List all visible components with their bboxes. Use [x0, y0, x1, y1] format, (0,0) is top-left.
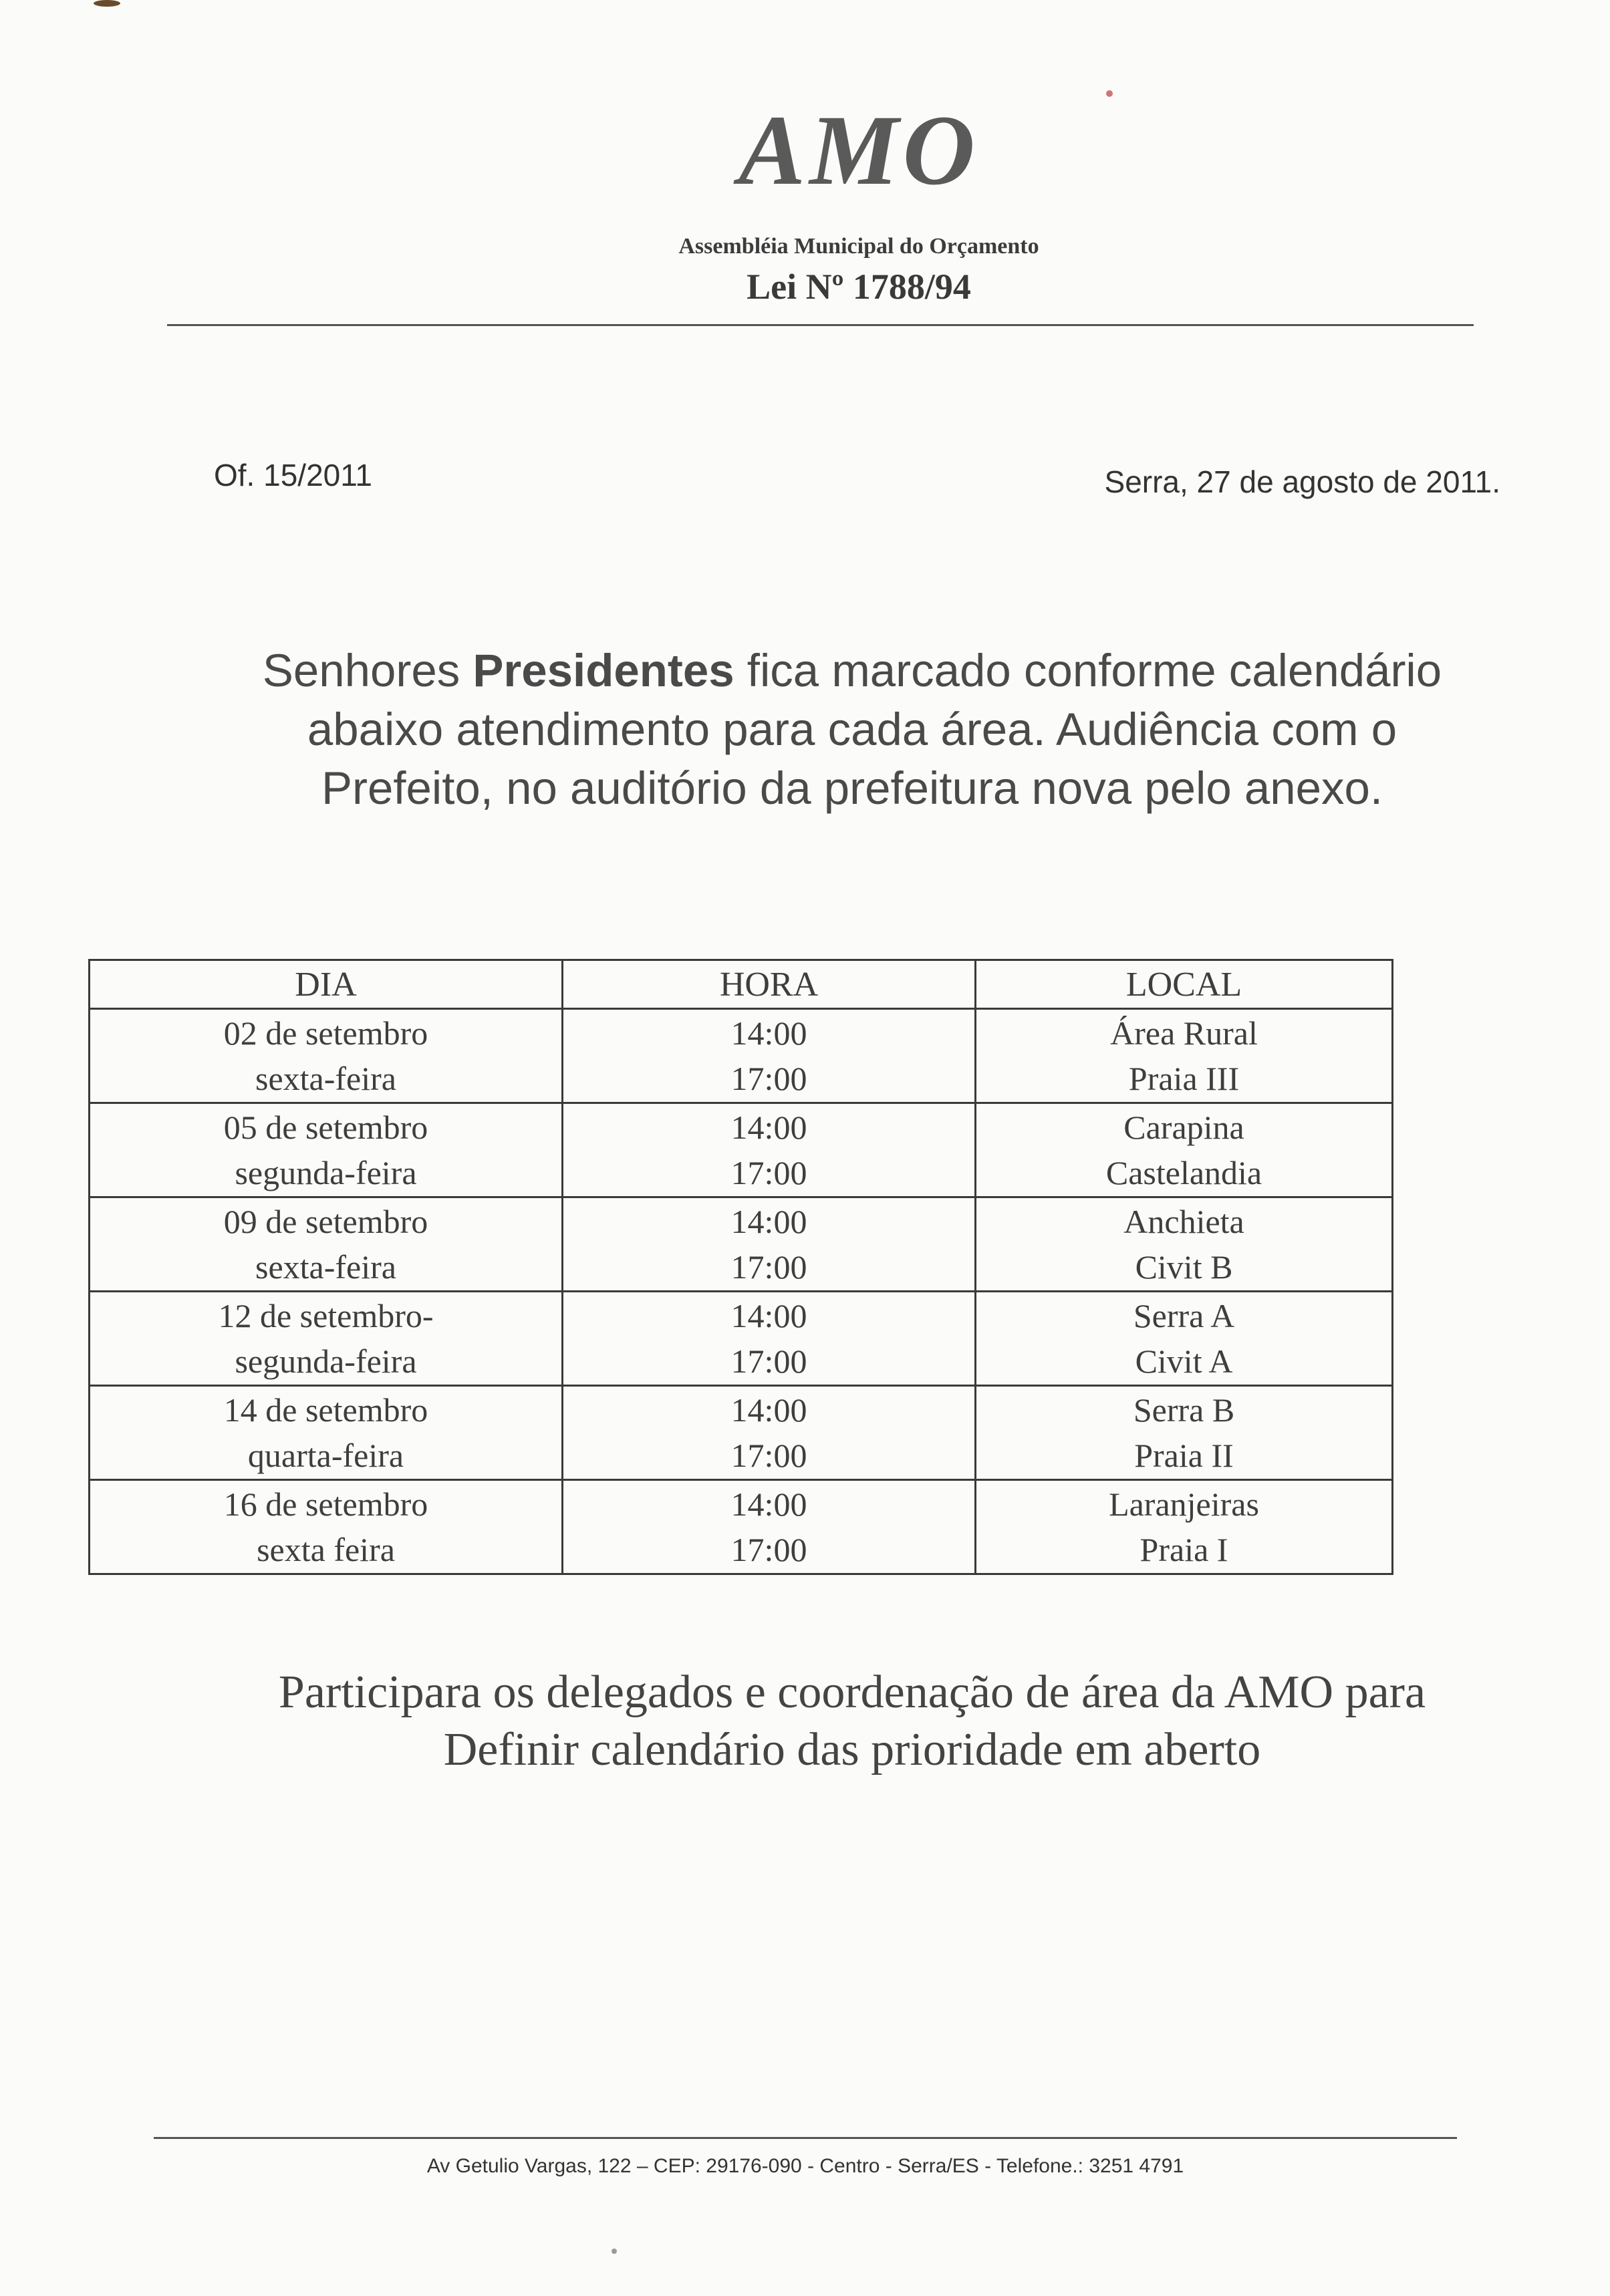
time-cell: [563, 1103, 976, 1197]
time: 17:00: [730, 1154, 807, 1191]
table-row: [90, 1386, 1393, 1480]
local-cell: [976, 1386, 1393, 1480]
intro-line-1-rest: fica marcado conforme calendário: [734, 645, 1442, 696]
law-number: Lei Nº 1788/94: [747, 267, 971, 307]
time-cell: [563, 1009, 976, 1103]
local-cell: [976, 1103, 1393, 1197]
intro-line-3: Prefeito, no auditório da prefeitura nova pelo anexo.: [321, 762, 1383, 814]
date: 14 de setembro: [223, 1391, 428, 1429]
footer-address: Av Getulio Vargas, 122 – CEP: 29176-090 - Centro - Serra/ES - Telefone.: 3251 4791: [426, 2155, 1184, 2177]
scan-speck: [94, 0, 120, 7]
scan-speck: [1106, 90, 1113, 97]
intro-line-2: abaixo atendimento para cada área. Audiência com o: [307, 704, 1397, 755]
table-row: [90, 1292, 1393, 1386]
day-cell: [90, 1386, 563, 1480]
day-cell: [90, 1197, 563, 1292]
intro-prefix: Senhores: [262, 645, 473, 696]
local-cell: [976, 1292, 1393, 1386]
time: 14:00: [730, 1109, 807, 1146]
local: Serra B: [1133, 1391, 1235, 1429]
day-cell: [90, 1292, 563, 1386]
time: 14:00: [730, 1014, 807, 1052]
closing-line-1: Participara os delegados e coordenação de área da AMO para: [278, 1667, 1426, 1718]
date-line: Serra, 27 de agosto de 2011.: [1104, 464, 1500, 499]
table-row: [90, 1480, 1393, 1574]
time-cell: [563, 1197, 976, 1292]
time: 17:00: [730, 1248, 807, 1286]
day-cell: [90, 1103, 563, 1197]
weekday: segunda-feira: [235, 1342, 417, 1380]
table-row: [90, 1009, 1393, 1103]
day-cell: [90, 1480, 563, 1574]
local: Anchieta: [1123, 1203, 1244, 1240]
time: 14:00: [730, 1391, 807, 1429]
header-divider: [167, 324, 1474, 326]
date: 16 de setembro: [223, 1485, 428, 1523]
table-header-row: [90, 960, 1393, 1009]
local: Laranjeiras: [1109, 1485, 1259, 1523]
local: Praia I: [1139, 1531, 1228, 1568]
date: 09 de setembro: [223, 1203, 428, 1240]
time: 17:00: [730, 1342, 807, 1380]
amo-logo: AMO: [739, 95, 979, 206]
table-row: [90, 1197, 1393, 1292]
date: 12 de setembro-: [218, 1297, 434, 1334]
closing-paragraph: [167, 1664, 1537, 1779]
local: Civit A: [1135, 1342, 1233, 1380]
weekday: sexta-feira: [255, 1248, 396, 1286]
local-cell: [976, 1009, 1393, 1103]
time: 14:00: [730, 1203, 807, 1240]
organization-name: Assembléia Municipal do Orçamento: [678, 234, 1039, 259]
table-row: [90, 1103, 1393, 1197]
weekday: quarta-feira: [247, 1437, 404, 1474]
local-cell: [976, 1480, 1393, 1574]
date: 02 de setembro: [223, 1014, 428, 1052]
schedule-table: [88, 959, 1393, 1575]
local: Praia II: [1134, 1437, 1234, 1474]
time: 17:00: [730, 1531, 807, 1568]
weekday: sexta feira: [257, 1531, 395, 1568]
closing-line-2: Definir calendário das prioridade em aberto: [443, 1724, 1261, 1775]
local: Carapina: [1123, 1109, 1244, 1146]
footer-divider: [154, 2137, 1457, 2139]
weekday: sexta-feira: [255, 1060, 396, 1097]
date: 05 de setembro: [223, 1109, 428, 1146]
header-dia: DIA: [90, 960, 563, 1009]
local: Serra A: [1133, 1297, 1235, 1334]
local: Civit B: [1135, 1248, 1233, 1286]
time-cell: [563, 1386, 976, 1480]
time: 17:00: [730, 1060, 807, 1097]
time: 14:00: [730, 1297, 807, 1334]
day-cell: [90, 1009, 563, 1103]
local: Praia III: [1128, 1060, 1240, 1097]
scan-speck: [612, 2249, 617, 2254]
local: Castelandia: [1105, 1154, 1262, 1191]
intro-bold: Presidentes: [473, 645, 734, 696]
time-cell: [563, 1292, 976, 1386]
local: Área Rural: [1110, 1014, 1258, 1052]
weekday: segunda-feira: [235, 1154, 417, 1191]
intro-line-1: [167, 641, 1537, 700]
office-reference: Of. 15/2011: [214, 458, 372, 492]
header-local: LOCAL: [976, 960, 1393, 1009]
intro-paragraph: [167, 641, 1537, 818]
header-hora: HORA: [563, 960, 976, 1009]
time: 17:00: [730, 1437, 807, 1474]
time-cell: [563, 1480, 976, 1574]
local-cell: [976, 1197, 1393, 1292]
time: 14:00: [730, 1485, 807, 1523]
